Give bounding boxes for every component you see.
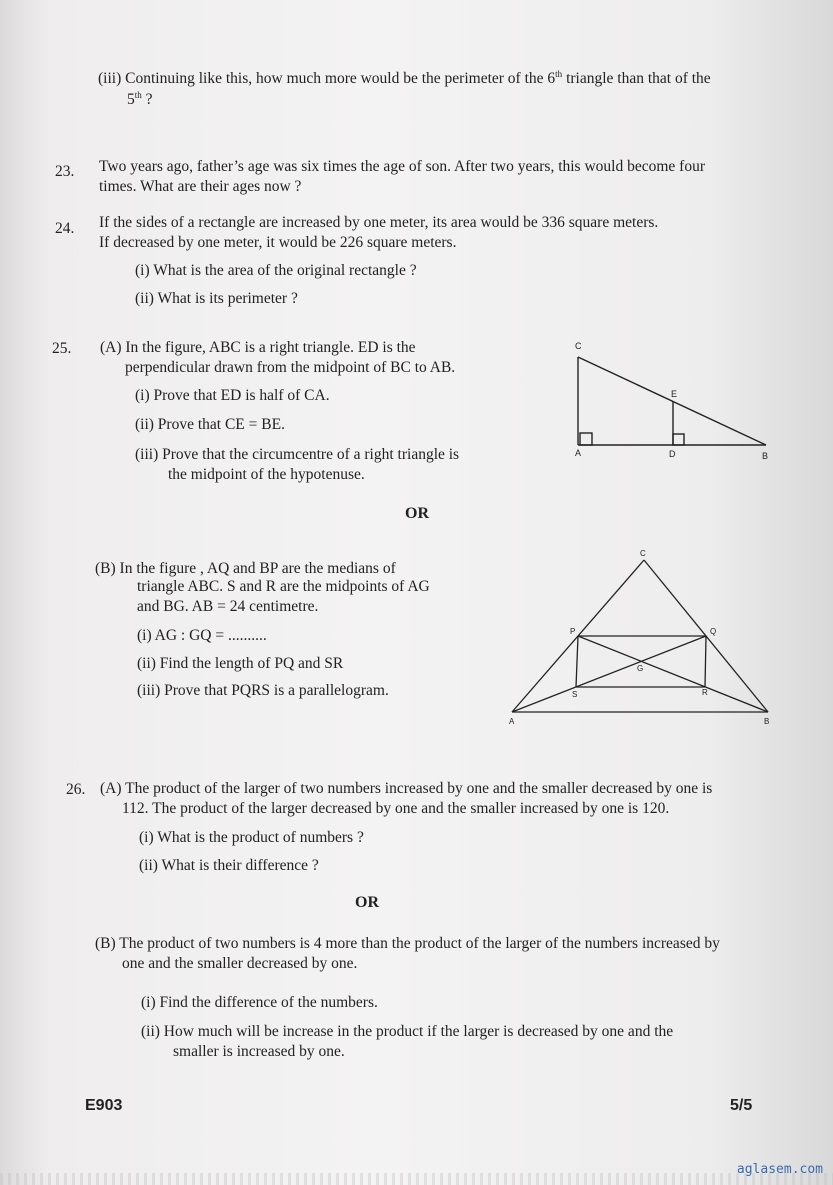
q25-b-sub1: (i) AG : GQ = ..........: [137, 627, 267, 644]
q25-number: 25.: [52, 340, 72, 357]
q25-a-line2: perpendicular drawn from the midpoint of BC to AB.: [125, 359, 456, 376]
q24-sub1: (i) What is the area of the original rectangle ?: [135, 262, 417, 279]
label-R: R: [702, 688, 708, 697]
q25-a-sub1: (i) Prove that ED is half of CA.: [135, 387, 330, 404]
q25-or: OR: [405, 505, 429, 522]
q26-b-line1: (B) The product of two numbers is 4 more than the product of the larger of the numbers increased by: [95, 935, 720, 952]
label-D: D: [669, 449, 676, 459]
label-E: E: [671, 389, 678, 399]
right-angle-D: [673, 434, 684, 445]
q26-a-line2: 112. The product of the larger decreased by one and the smaller increased by one is 120.: [122, 800, 670, 817]
q25-b-line3: and BG. AB = 24 centimetre.: [137, 598, 319, 615]
q25-b-sub3: (iii) Prove that PQRS is a parallelogram.: [137, 682, 389, 699]
q26-b-sub1: (i) Find the difference of the numbers.: [141, 994, 378, 1011]
label-Q: Q: [710, 627, 717, 636]
q25-b-sub2: (ii) Find the length of PQ and SR: [137, 655, 344, 672]
q23-number: 23.: [55, 163, 75, 180]
q25-b-line2: triangle ABC. S and R are the midpoints of AG: [137, 578, 430, 595]
q24-sub2: (ii) What is its perimeter ?: [135, 290, 298, 307]
q23-line2: times. What are their ages now ?: [99, 178, 302, 195]
paper-edge-perforation: [0, 1173, 833, 1185]
figure-medians-triangle: [500, 545, 790, 730]
q24-line1: If the sides of a rectangle are increased by one meter, its area would be 336 square meters.: [99, 214, 659, 231]
q25-b-line1: (B) In the figure , AQ and BP are the medians of: [95, 560, 396, 577]
label-B: B: [764, 717, 770, 726]
q24-number: 24.: [55, 220, 75, 237]
label-G: G: [637, 664, 644, 673]
right-angle-A: [580, 433, 592, 445]
figure-right-triangle: [560, 335, 780, 465]
page-number: 5/5: [730, 1097, 753, 1114]
q25-a-line1: (A) In the figure, ABC is a right triangle. ED is the: [100, 339, 416, 356]
q26-a-line1: (A) The product of the larger of two numbers increased by one and the smaller decreased by one is: [100, 780, 713, 797]
q23-line1: Two years ago, father’s age was six times the age of son. After two years, this would become four: [99, 158, 705, 175]
paper-code: E903: [85, 1097, 123, 1114]
label-S: S: [572, 690, 578, 699]
label-P: P: [570, 627, 576, 636]
q26-b-line2: one and the smaller decreased by one.: [122, 955, 358, 972]
segment-QR: [705, 636, 706, 687]
q26-a-sub1: (i) What is the product of numbers ?: [139, 829, 364, 846]
q26-b-sub2-line2: smaller is increased by one.: [173, 1043, 345, 1060]
q25-a-sub2: (ii) Prove that CE = BE.: [135, 416, 285, 433]
q26-a-sub2: (ii) What is their difference ?: [139, 857, 319, 874]
label-C: C: [640, 549, 646, 558]
q24-line2: If decreased by one meter, it would be 226 square meters.: [99, 234, 457, 251]
median-BP: [578, 636, 768, 712]
site-watermark: aglasem.com: [736, 1162, 823, 1177]
label-C: C: [575, 341, 582, 351]
label-B: B: [762, 451, 769, 461]
q22-part3-line1: (iii) Continuing like this, how much more would be the perimeter of the 6th triangle than that of the: [98, 69, 711, 88]
label-A: A: [575, 448, 582, 458]
label-A: A: [509, 717, 515, 726]
median-AQ: [512, 636, 706, 712]
side-CB: [578, 357, 766, 445]
q26-number: 26.: [66, 781, 86, 798]
segment-PS: [576, 636, 578, 687]
q22-part3-line2: 5th ?: [127, 90, 153, 109]
q26-b-sub2-line1: (ii) How much will be increase in the product if the larger is decreased by one and the: [141, 1023, 674, 1040]
q25-a-sub3-line1: (iii) Prove that the circumcentre of a right triangle is: [135, 446, 460, 463]
q25-a-sub3-line2: the midpoint of the hypotenuse.: [168, 466, 365, 483]
q26-or: OR: [355, 894, 379, 911]
